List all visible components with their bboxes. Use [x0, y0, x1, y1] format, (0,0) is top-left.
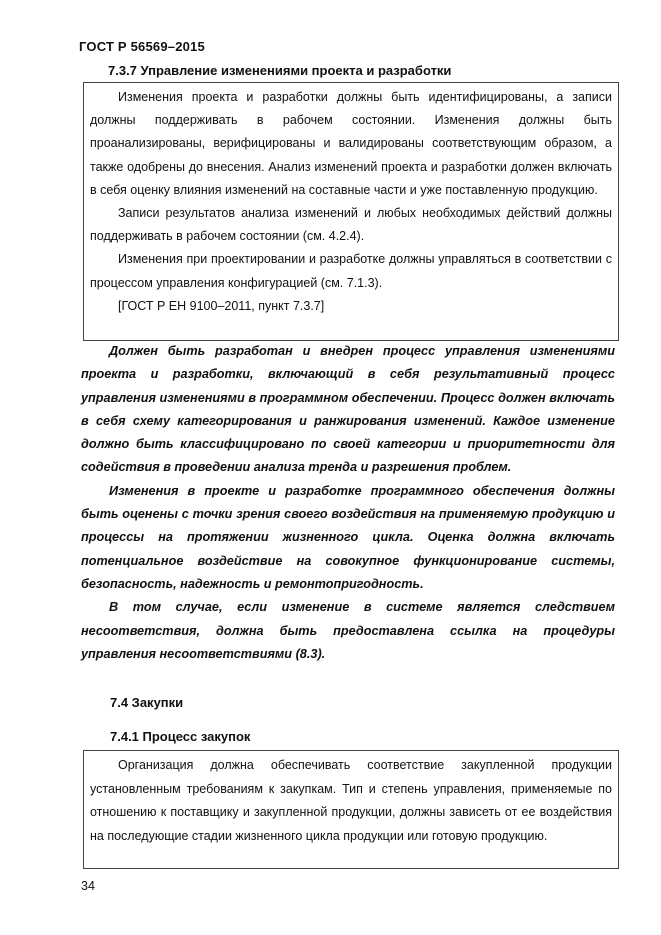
- section-heading-7-3-7: 7.3.7 Управление изменениями проекта и разработки: [108, 63, 452, 78]
- document-code: ГОСТ Р 56569–2015: [79, 39, 205, 54]
- body-paragraph-2: Изменения в проекте и разработке программного обеспечения должны быть оценены с точки зрения своего воздействия на применяемую продукцию и процессы на протяжении жизненного цикла. Оценка должна включать потенциальное воздействие на совокупное функционирование системы, безопасность, надежность и ремонтопригодность.: [81, 483, 615, 591]
- section-body: [81, 340, 615, 666]
- page-number: 34: [81, 879, 95, 893]
- section-heading-7-4: 7.4 Закупки: [110, 695, 184, 710]
- body-paragraph-3: В том случае, если изменение в системе является следствием несоответствия, должна быть предоставлена ссылка на процедуры управления несоответствиями (8.3).: [81, 600, 615, 661]
- quote-paragraph-1: Изменения проекта и разработки должны быть идентифицированы, а записи должны поддерживать в рабочем состоянии. Изменения должны быть проанализированы, верифицированы и валидированы соответствующим образом, а также одобрены до внесения. Анализ изменений проекта и разработки должен включать в себя оценку влияния изменений на составные части и уже поставленную продукцию.: [90, 90, 612, 197]
- quote-paragraph-2: Записи результатов анализа изменений и любых необходимых действий должны поддерживать в рабочем состоянии (см. 4.2.4).: [90, 206, 612, 244]
- procurement-quote-paragraph: Организация должна обеспечивать соответствие закупленной продукции установленным требованиям к закупкам. Тип и степень управления, применяемые по отношению к поставщику и закупленной продукции, должны зависеть от ее воздействия на последующие стадии жизненного цикла продукции или готовую продукцию.: [90, 758, 612, 843]
- quote-paragraph-3: Изменения при проектировании и разработке должны управляться в соответствии с процессом управления конфигурацией (см. 7.1.3).: [90, 252, 612, 290]
- body-paragraph-1: Должен быть разработан и внедрен процесс управления изменениями проекта и разработки, включающий в себя результативный процесс управления изменениями в программном обеспечении. Процесс должен включать в себя схему категорирования и ранжирования изменений. Каждое изменение должно быть классифицировано по своей категории и приоритетности для содействия в проведении анализа тренда и разрешения проблем.: [81, 344, 615, 475]
- section-heading-7-4-1: 7.4.1 Процесс закупок: [110, 729, 251, 744]
- procurement-quote-box: [83, 750, 619, 869]
- standard-quote-box: [83, 82, 619, 341]
- quote-reference: [ГОСТ Р ЕН 9100–2011, пункт 7.3.7]: [118, 298, 325, 313]
